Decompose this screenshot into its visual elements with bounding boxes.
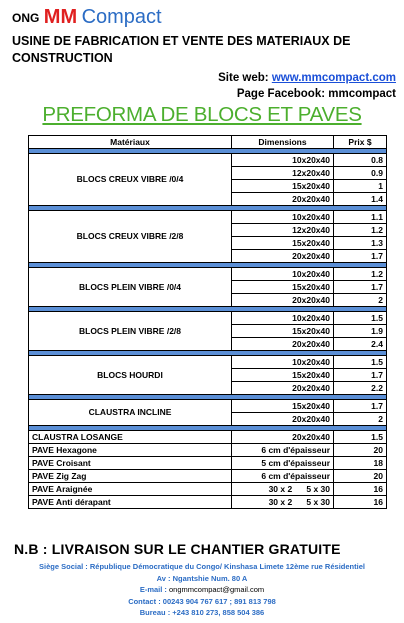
table-row [29,154,387,167]
material-name: PAVE Anti dérapant [29,496,232,509]
material-name: PAVE Araignée [29,483,232,496]
table-row [29,211,387,224]
dimension-cell: 12x20x40 [232,167,334,180]
price-cell: 16 [334,483,387,496]
site-label: Site web: [218,72,269,84]
dimension-cell: 15x20x40 [232,325,334,338]
price-cell: 20 [334,470,387,483]
dimension-cell: 15x20x40 [232,369,334,382]
dimension-cell: 20x20x40 [232,250,334,263]
brand-header [12,6,162,30]
col-header-dimensions: Dimensions [232,136,334,149]
dimension-cell: 30 x 2 5 x 30 [232,496,334,509]
material-name: PAVE Zig Zag [29,470,232,483]
brand-logo [12,6,162,30]
page-title: PREFORMA DE BLOCS ET PAVES [42,103,362,126]
price-cell: 0.8 [334,154,387,167]
dimension-cell: 20x20x40 [232,413,334,426]
dimension-cell: 20x20x40 [232,431,334,444]
dimension-cell: 20x20x40 [232,382,334,395]
company-description: USINE DE FABRICATION ET VENTE DES MATERIAUX DE CONSTRUCTION [12,34,351,65]
price-cell: 20 [334,444,387,457]
table-row [29,483,387,496]
table-row [29,356,387,369]
price-cell: 1.5 [334,431,387,444]
brand-ong: ONG [12,11,40,25]
col-header-prix: Prix $ [334,136,387,149]
brand-mm: MM [43,6,78,28]
material-name: CLAUSTRA INCLINE [29,400,232,426]
dimension-cell: 20x20x40 [232,294,334,307]
price-cell: 2.2 [334,382,387,395]
dimension-cell: 5 cm d'épaisseur [232,457,334,470]
site-link[interactable]: www.mmcompact.com [271,72,396,84]
email-address[interactable]: ongmmcompact@gmail.com [169,585,265,594]
price-cell: 2 [334,294,387,307]
material-name: BLOCS HOURDI [29,356,232,395]
price-cell: 1.5 [334,312,387,325]
dimension-cell: 12x20x40 [232,224,334,237]
dimension-cell: 10x20x40 [232,312,334,325]
price-cell: 1.7 [334,400,387,413]
dimension-cell: 15x20x40 [232,180,334,193]
material-name: BLOCS CREUX VIBRE /0/4 [29,154,232,206]
table-row [29,431,387,444]
price-cell: 0.9 [334,167,387,180]
price-cell: 2 [334,413,387,426]
dimension-cell: 10x20x40 [232,268,334,281]
col-header-materiaux: Matériaux [29,136,232,149]
price-cell: 1.3 [334,237,387,250]
dimension-cell: 15x20x40 [232,237,334,250]
material-name: BLOCS PLEIN VIBRE /2/8 [29,312,232,351]
table-row [29,457,387,470]
table-row [29,470,387,483]
dimension-cell: 6 cm d'épaisseur [232,470,334,483]
price-cell: 1.7 [334,250,387,263]
table-row [29,444,387,457]
footer-siege: Siège Social : République Démocratique du Congo/ Kinshasa Limete 12ème rue Résidentiel [39,562,365,571]
price-cell: 1 [334,180,387,193]
price-cell: 18 [334,457,387,470]
delivery-note: N.B : LIVRAISON SUR LE CHANTIER GRATUITE [14,541,341,557]
table-row [29,312,387,325]
table-row [29,496,387,509]
price-cell: 1.2 [334,224,387,237]
footer-bureau: Bureau : +243 810 273, 858 504 386 [139,608,265,617]
dimension-cell: 10x20x40 [232,356,334,369]
dimension-cell: 6 cm d'épaisseur [232,444,334,457]
material-name: PAVE Hexagone [29,444,232,457]
footer-contact: Contact : 00243 904 767 617 ; 891 813 798 [128,596,276,606]
table-row [29,268,387,281]
dimension-cell: 15x20x40 [232,400,334,413]
price-cell: 1.7 [334,369,387,382]
footer-address: Av : Ngantshie Num. 80 A [156,573,248,583]
price-cell: 1.5 [334,356,387,369]
facebook-page: Page Facebook: mmcompact [236,88,396,100]
material-name: BLOCS PLEIN VIBRE /0/4 [29,268,232,307]
price-cell: 1.1 [334,211,387,224]
price-table [28,135,387,509]
dimension-cell: 10x20x40 [232,211,334,224]
price-cell: 1.9 [334,325,387,338]
dimension-cell: 20x20x40 [232,193,334,206]
material-name: BLOCS CREUX VIBRE /2/8 [29,211,232,263]
dimension-cell: 10x20x40 [232,154,334,167]
price-cell: 1.7 [334,281,387,294]
price-cell: 16 [334,496,387,509]
brand-compact: Compact [81,6,162,28]
dimension-cell: 30 x 2 5 x 30 [232,483,334,496]
contact-links [218,70,396,102]
dimension-cell: 15x20x40 [232,281,334,294]
price-cell: 1.4 [334,193,387,206]
dimension-cell: 20x20x40 [232,338,334,351]
material-name: CLAUSTRA LOSANGE [29,431,232,444]
footer-email-line [0,584,404,596]
price-cell: 2.4 [334,338,387,351]
price-cell: 1.2 [334,268,387,281]
material-name: PAVE Croisant [29,457,232,470]
email-label: E-mail : [139,585,167,594]
table-header-row [29,136,387,149]
footer [0,561,404,619]
table-row [29,400,387,413]
